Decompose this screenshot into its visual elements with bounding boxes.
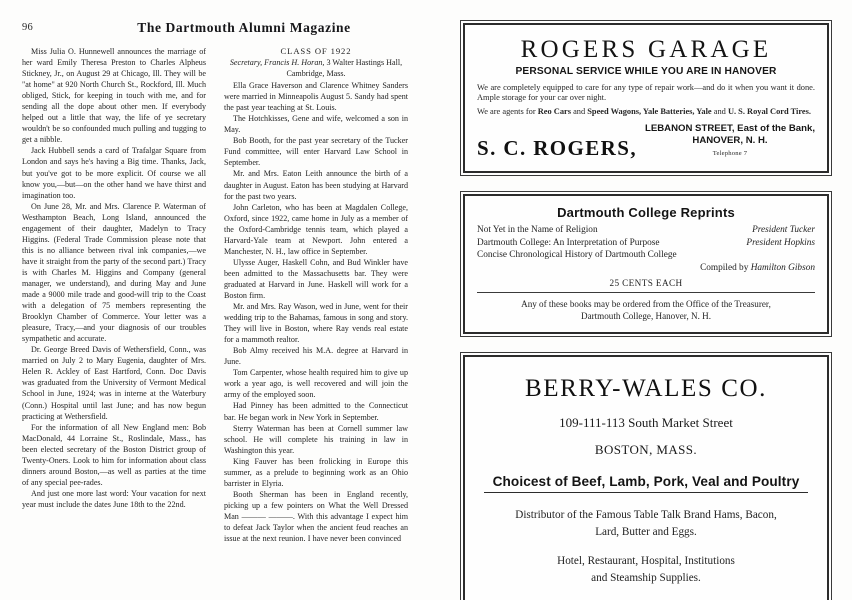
- rogers-garage-body-agents: [477, 107, 815, 117]
- berry-wales-supplies-line-1: Hotel, Restaurant, Hospital, Institutions: [557, 555, 735, 568]
- text-column-right: [224, 46, 408, 544]
- brand-speed-wagons-yale: Speed Wagons, Yale Batteries, Yale: [587, 106, 712, 116]
- ad-rogers-garage-inner: [463, 23, 829, 173]
- address-line-town: HANOVER, N. H.: [692, 135, 768, 147]
- berry-wales-supplies-line-2: and Steamship Supplies.: [591, 571, 701, 584]
- ad-rogers-garage: [460, 20, 832, 176]
- paragraph: Booth Sherman has been in England recently, picking up a few pointers on What the Well Dressed Man ——— ———. With this advantage I expect him to defeat Jack Taylor when the ancient feud reaches an issue at the next reunion. I have never been convinced: [224, 489, 408, 544]
- editorial-page: [22, 20, 422, 580]
- reprints-price: 25 CENTS EACH: [609, 277, 683, 288]
- reprint-work-title: Not Yet in the Name of Religion: [477, 225, 598, 236]
- reprints-title: Dartmouth College Reprints: [557, 205, 735, 221]
- advertisement-page: [460, 20, 832, 600]
- paragraph: Miss Julia O. Hunnewell announces the marriage of her ward Emily Theresa Preston to Charles Alpheus Stickney, Jr., on August 29 at Chicago, Ill. They will be "at home" at 920 North Church St., Rockford, Ill. Much obliged, Stick, for keeping in touch with me, and for sending all the dope about other men. If everybody helped out a little that way, the life of ye secretary wouldn't be so confounded much pulling and tugging to get a nibble.: [22, 47, 206, 145]
- conjunction-and-2: and: [711, 106, 728, 116]
- text-column-left: [22, 46, 206, 544]
- rogers-garage-footer: [477, 123, 815, 161]
- telephone-number: Telephone 7: [712, 150, 748, 158]
- berry-wales-street-address: 109-111-113 South Market Street: [559, 415, 733, 431]
- paragraph: For the information of all New England men: Bob MacDonald, 44 Lorraine St., Roslindale, Mass., has been elected secretary of the Boston District group of Twenty-Oners. Look to him for information about class dinners around Boston,—as well as parties at the time of any special pee-rades.: [22, 422, 206, 487]
- page-folio-number: 96: [22, 22, 34, 33]
- paragraph: Jack Hubbell sends a card of Trafalgar Square from London and says he's having a Big time. Thanks, Jack, but you've got to be more explicit. Of course we all know you,—but—on the other hand we have thirst and imagination too.: [22, 146, 206, 200]
- paragraph: Had Pinney has been admitted to the Connecticut bar. He began work in New York in September.: [224, 401, 408, 422]
- reprint-work-title: Concise Chronological History of Dartmouth College: [477, 250, 677, 261]
- running-head: [22, 20, 422, 40]
- horizontal-rule: [477, 292, 815, 293]
- berry-wales-title: BERRY-WALES CO.: [524, 375, 768, 403]
- paragraph: Tom Carpenter, whose health required him to give up work a year ago, is well recovered and will join the army of the employed soon.: [224, 368, 408, 400]
- paragraph: Bob Booth, for the past year secretary of the Tucker Fund committee, will enter Harvard Law School in September.: [224, 136, 408, 168]
- ad-dartmouth-reprints-inner: [463, 194, 829, 334]
- ad-dartmouth-reprints: [460, 191, 832, 337]
- paragraph: Mr. and Mrs. Ray Wason, wed in June, went for their wedding trip to the Bahamas, famous in song and story. They will live in Boston, where Ray vends real estate for a mammoth realtor.: [224, 302, 408, 345]
- proprietor-name: S. C. ROGERS,: [477, 136, 637, 161]
- secretary-name: Secretary, Francis H. Horan,: [229, 58, 325, 67]
- rogers-garage-tagline: PERSONAL SERVICE WHILE YOU ARE IN HANOVER: [515, 66, 777, 77]
- class-year-heading: CLASS OF 1922: [280, 46, 352, 56]
- brand-reo-cars: Reo Cars: [537, 106, 571, 116]
- reprint-author: President Hopkins: [746, 237, 815, 248]
- reprint-work-title: Dartmouth College: An Interpretation of Purpose: [477, 237, 660, 248]
- paragraph: Dr. George Breed Davis of Wethersfield, Conn., was married on July 2 to Mary Eugenia, daughter of Mrs. Helen R. Ackley of East Hartford, Conn. Doc Davis was graduated from the University of Vermont Medical School in June, 1924; was in interne at the Waterbury (Conn.) Hospital until last June; and has now begun practicing at Wethersfield.: [22, 345, 206, 421]
- magazine-title: The Dartmouth Alumni Magazine: [137, 20, 351, 35]
- paragraph: Ulysse Auger, Haskell Cohn, and Bud Winkler have been admitted to the Massachusetts bar. They were graduated at Harvard in June. Haskell will work for a Boston firm.: [224, 257, 408, 300]
- agents-prefix: We are agents for: [477, 106, 538, 116]
- reprints-order-line-1: Any of these books may be ordered from the Office of the Treasurer,: [521, 298, 771, 309]
- paragraph: On June 28, Mr. and Mrs. Clarence P. Waterman of Westhampton Beach, Long Island, announced the engagement of their daughter, Madelyn to Tracy Higgins. (Federal Trade Commission please note that this is no alliance between rival ink companies,—we have it straight from the party of the second part.) Tracy is with Charles M. Higgins and Company (general manager, we understand), and during May and June made a 9000 mile trade and good-will trip to the Coast with a delegation of 75 members representing the Brooklyn Chamber of Commerce. Your letter was a pleasure, Tracy,—and your diagnosis of our troubles sympathetic and accurate.: [22, 201, 206, 344]
- berry-wales-distributor-line-1: Distributor of the Famous Table Talk Brand Hams, Bacon,: [515, 509, 777, 522]
- paragraph: Bob Almy received his M.A. degree at Harvard in June.: [224, 346, 408, 367]
- paragraph: John Carleton, who has been at Magdalen College, Oxford, since 1922, came home in July as a member of the Oxford-Cambridge tennis team, which played a Harvard-Yale team at Newport. John entered a Manchester, N. H., law office in September.: [224, 202, 408, 256]
- paragraph: King Fauver has been frolicking in Europe this summer, as a prelude to beginning work as an Ohio barrister in Elyria.: [224, 456, 408, 488]
- reprint-compiled-by: [477, 262, 815, 275]
- brand-royal-cord-tires: U. S. Royal Cord Tires.: [727, 106, 811, 116]
- rogers-garage-body-repair: We are completely equipped to care for any type of repair work—and do it when you want it done. Ample storage for your car over night.: [477, 83, 815, 103]
- berry-wales-distributor-line-2: Lard, Butter and Eggs.: [595, 525, 697, 538]
- ad-berry-wales-inner: [463, 355, 829, 600]
- rogers-garage-title: ROGERS GARAGE: [520, 36, 772, 63]
- conjunction-and-1: and: [570, 106, 588, 116]
- class-secretary-line: [224, 57, 408, 79]
- reprint-item: [477, 249, 815, 262]
- reprint-item: [477, 237, 815, 250]
- reprints-order-line-2: Dartmouth College, Hanover, N. H.: [581, 311, 711, 321]
- ad-berry-wales: [460, 352, 832, 600]
- berry-wales-product-headline: Choicest of Beef, Lamb, Pork, Veal and Poultry: [484, 474, 808, 493]
- paragraph: Mr. and Mrs. Eaton Leith announce the birth of a daughter in August. Eaton has been studying at Harvard for the past two years.: [224, 169, 408, 201]
- compiler-name: Hamilton Gibson: [750, 263, 815, 273]
- paragraph: Ella Grace Haverson and Clarence Whitney Sanders were married in Minneapolis August 5. Sandy had spent the past year teaching at St. Louis.: [224, 81, 408, 113]
- paragraph: The Hotchkisses, Gene and wife, welcomed a son in May.: [224, 114, 408, 135]
- paragraph: And just one more last word: Your vacation for next year must include the dates June 18th to the 22nd.: [22, 488, 206, 509]
- two-column-text-body: [22, 46, 422, 544]
- berry-wales-city: BOSTON, MASS.: [594, 442, 698, 458]
- spacer: [477, 540, 815, 553]
- address-line-street: LEBANON STREET, East of the Bank,: [644, 123, 815, 135]
- secretary-address: 3 Walter Hastings Hall, Cambridge, Mass.: [286, 58, 403, 79]
- reprint-author: President Tucker: [752, 225, 815, 236]
- reprint-item: [477, 224, 815, 237]
- rogers-garage-address: [645, 123, 815, 161]
- paragraph: Sterry Waterman has been at Cornell summer law school. He will complete his training in law in Washington this year.: [224, 423, 408, 455]
- compiled-prefix: Compiled by: [700, 263, 751, 273]
